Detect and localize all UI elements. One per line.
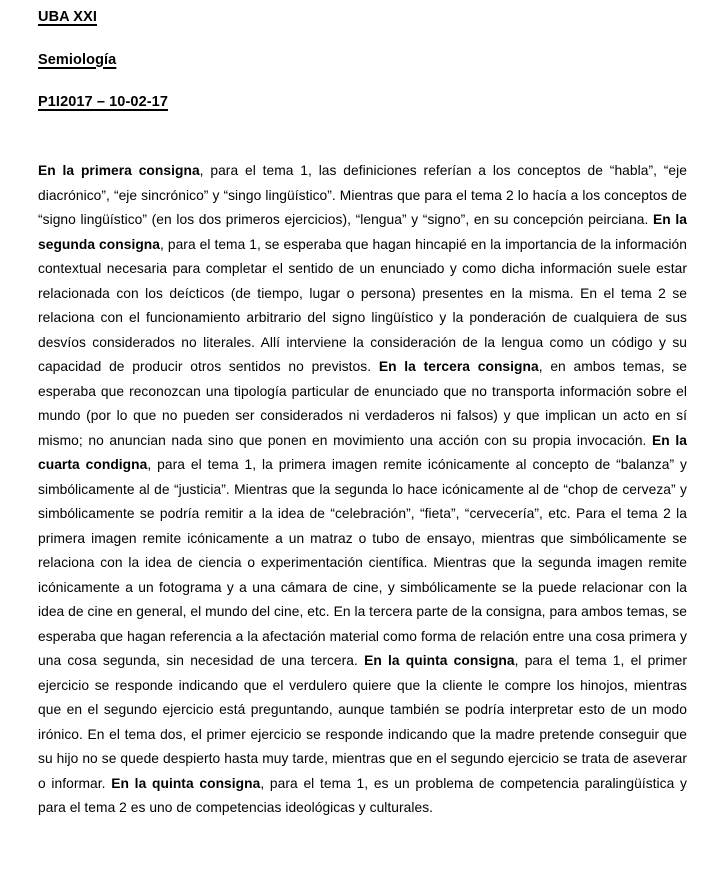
bold-run-segunda-consigna: En la segunda consigna [38, 212, 687, 252]
bold-run-primera-consigna: En la primera consigna [38, 163, 200, 178]
bold-run-tercera-consigna: En la tercera consigna [378, 359, 539, 374]
document-header-subject: Semiología [38, 51, 117, 68]
text-run-cuarta-condigna: , para el tema 1, la primera imagen remite icónicamente al concepto de “balanza” y simbólicamente al de “justicia”. Mientras que la segunda lo hace icónicamente al de “chop de cerveza” y simbólicamente se podría remitir a la idea de “celebración”, “fieta”, “cervecería”, etc. Para el tema 2 la primera imagen remite icónicamente a un matraz o tubo de ensayo, mientras que simbólicamente se relaciona con la idea de ciencia o experimentación científica. Mientras que la segunda imagen remite icónicamente a un fotograma y a una cámara de cine, y simbólicamente se la puede relacionar con la idea de cine en general, el mundo del cine, etc. En la tercera parte de la consigna, para ambos temas, se esperaba que hagan referencia a la afectación material como forma de relación entre una cosa primera y una cosa segunda, sin necesidad de una tercera. [38, 457, 687, 668]
document-header-course: UBA XXI [38, 9, 97, 25]
text-run-tercera-consigna: , en ambos temas, se esperaba que reconozcan una tipología particular de enunciado que no transporta información sobre el mundo (por lo que no pueden ser considerados ni verdaderos ni falsos) y que implican un acto en sí mismo; no anuncian nada sino que ponen en movimiento una acción con su propia invocación. [38, 359, 687, 448]
bold-run-quinta-consigna-1: En la quinta consigna [364, 653, 515, 668]
text-run-quinta-consigna-1: , para el tema 1, el primer ejercicio se responde indicando que el verdulero quiere que la cliente le compre los hinojos, mientras que en el segundo ejercicio está preguntando, aunque también se podría interpretar esto de un modo irónico. En el tema dos, el primer ejercicio se responde indicando que la madre pretende conseguir que su hijo no se quede despierto hasta muy tarde, mientras que en el segundo ejercicio se trata de aseverar o informar. [38, 653, 687, 791]
text-run-primera-consigna: , para el tema 1, las definiciones referían a los conceptos de “habla”, “eje diacrónico”, “eje sincrónico” y “singo lingüístico”. Mientras que para el tema 2 lo hacía a los conceptos de “signo lingüístico” (en los dos primeros ejercicios), “lengua” y “signo”, en su concepción peirciana. [38, 163, 687, 227]
text-run-quinta-consigna-2: , para el tema 1, es un problema de competencia paralingüística y para el tema 2 es uno de competencias ideológicas y culturales. [38, 775, 687, 815]
bold-run-cuarta-condigna: En la cuarta condigna [38, 432, 687, 472]
document-paragraph [38, 159, 687, 821]
text-run-segunda-consigna: , para el tema 1, se esperaba que hagan hincapié en la importancia de la información contextual necesaria para completar el sentido de un enunciado y como dicha información suele estar relacionada con los deícticos (de tiempo, lugar o persona) presentes en la misma. En el tema 2 se relaciona con el funcionamiento arbitrario del signo lingüístico y la ponderación de cualquiera de sus desvíos considerados no literales. Allí interviene la consideración de la lengua como un código y su capacidad de producir otros sentidos no previstos. [38, 236, 687, 374]
document-header-exam-date: P1I2017 – 10-02-17 [38, 94, 168, 110]
bold-run-quinta-consigna-2: En la quinta consigna [111, 775, 261, 791]
